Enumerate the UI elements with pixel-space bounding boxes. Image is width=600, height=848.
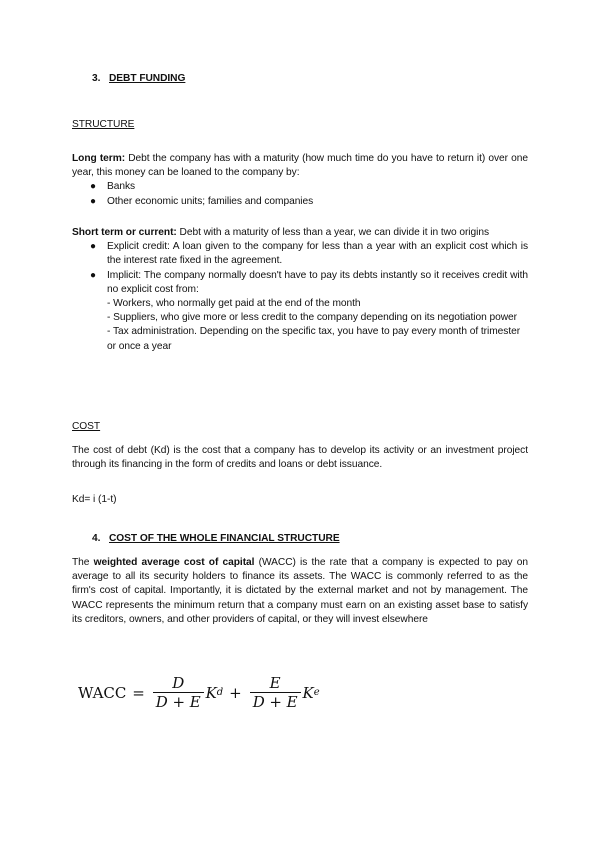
cost-of-equity-symbol: K [302,683,314,702]
cost-of-debt-subscript: d [216,686,224,698]
long-term-label: Long term [72,153,122,164]
wacc-paragraph [72,556,528,627]
list-item-text: Implicit: The company normally doesn't have to pay its debts instantly so it receives credit with no explicit cost from: [107,269,528,295]
list-item-text: Banks [107,181,136,193]
list-item [72,240,528,268]
fraction-denominator: D + E [250,692,301,709]
short-term-label: Short term or current: [72,227,177,238]
section-4-heading [92,532,340,546]
section-4-title: COST OF THE WHOLE FINANCIAL STRUCTURE [109,533,340,544]
bullet-icon: ● [90,195,96,207]
wacc-intro-prefix: The [72,557,94,568]
fraction-denominator: D + E [153,692,204,709]
equals-sign: = [132,683,145,702]
wacc-formula [78,674,320,712]
list-item-text: Other economic units; families and companies [107,195,314,207]
list-item [72,269,528,297]
bullet-icon: ● [90,241,96,253]
section-3-number: 3. [92,73,101,84]
structure-heading: STRUCTURE [72,119,135,130]
wacc-lhs: WACC [78,683,127,702]
short-term-paragraph [72,226,528,240]
bullet-icon: ● [90,181,96,193]
fraction-equity [250,674,301,712]
section-4-number: 4. [92,533,101,544]
cost-heading: COST [72,421,101,432]
short-term-list [72,240,528,297]
short-term-block [72,226,528,354]
fraction-debt [153,674,204,712]
section-3-title: DEBT FUNDING [109,73,186,84]
long-term-colon: : [121,153,126,164]
long-term-block [72,152,528,209]
plus-sign: + [229,683,242,702]
implicit-sub-item: - Workers, who normally get paid at the end of the month [107,298,361,310]
long-term-text: Debt the company has with a maturity (how much time do you have to return it) over one year, this money can be loaned to the company by: [72,153,528,179]
list-item [72,195,528,209]
implicit-sub-item: - Tax administration. Depending on the specific tax, you have to pay every month of trimester or once a year [107,326,521,352]
long-term-list [72,180,528,208]
bullet-icon: ● [90,269,96,281]
wacc-intro-rest: (WACC) is the rate that a company is expected to pay on average to all its security holders to finance its assets. The WACC is commonly referred to as the firm's cost of capital. Importantly, it is dictated by the external market and not by management. The WACC represents the minimum return that a company must earn on an existing asset base to satisfy its creditors, owners, and other providers of capital, or they will invest elsewhere [72,557,528,625]
kd-formula: Kd= i (1-t) [72,494,117,505]
section-3-heading [92,72,185,86]
implicit-sub-item: - Suppliers, who give more or less credit to the company depending on its negotiation power [107,312,517,324]
fraction-numerator: E [269,674,281,692]
list-item-text: Explicit credit: A loan given to the company for less than a year with an explicit cost which is the interest rate fixed in the agreement. [107,241,528,267]
fraction-numerator: D [172,674,185,692]
list-item [72,180,528,194]
long-term-paragraph [72,152,528,180]
short-term-text: Debt with a maturity of less than a year, we can divide it in two origins [176,227,490,238]
cost-paragraph: The cost of debt (Kd) is the cost that a company has to develop its activity or an investment project through its financing in the form of credits and loans or debt issuance. [72,445,528,471]
cost-of-equity-subscript: e [313,686,320,698]
cost-of-debt-symbol: K [205,683,217,702]
wacc-term: weighted average cost of capital [93,557,255,568]
